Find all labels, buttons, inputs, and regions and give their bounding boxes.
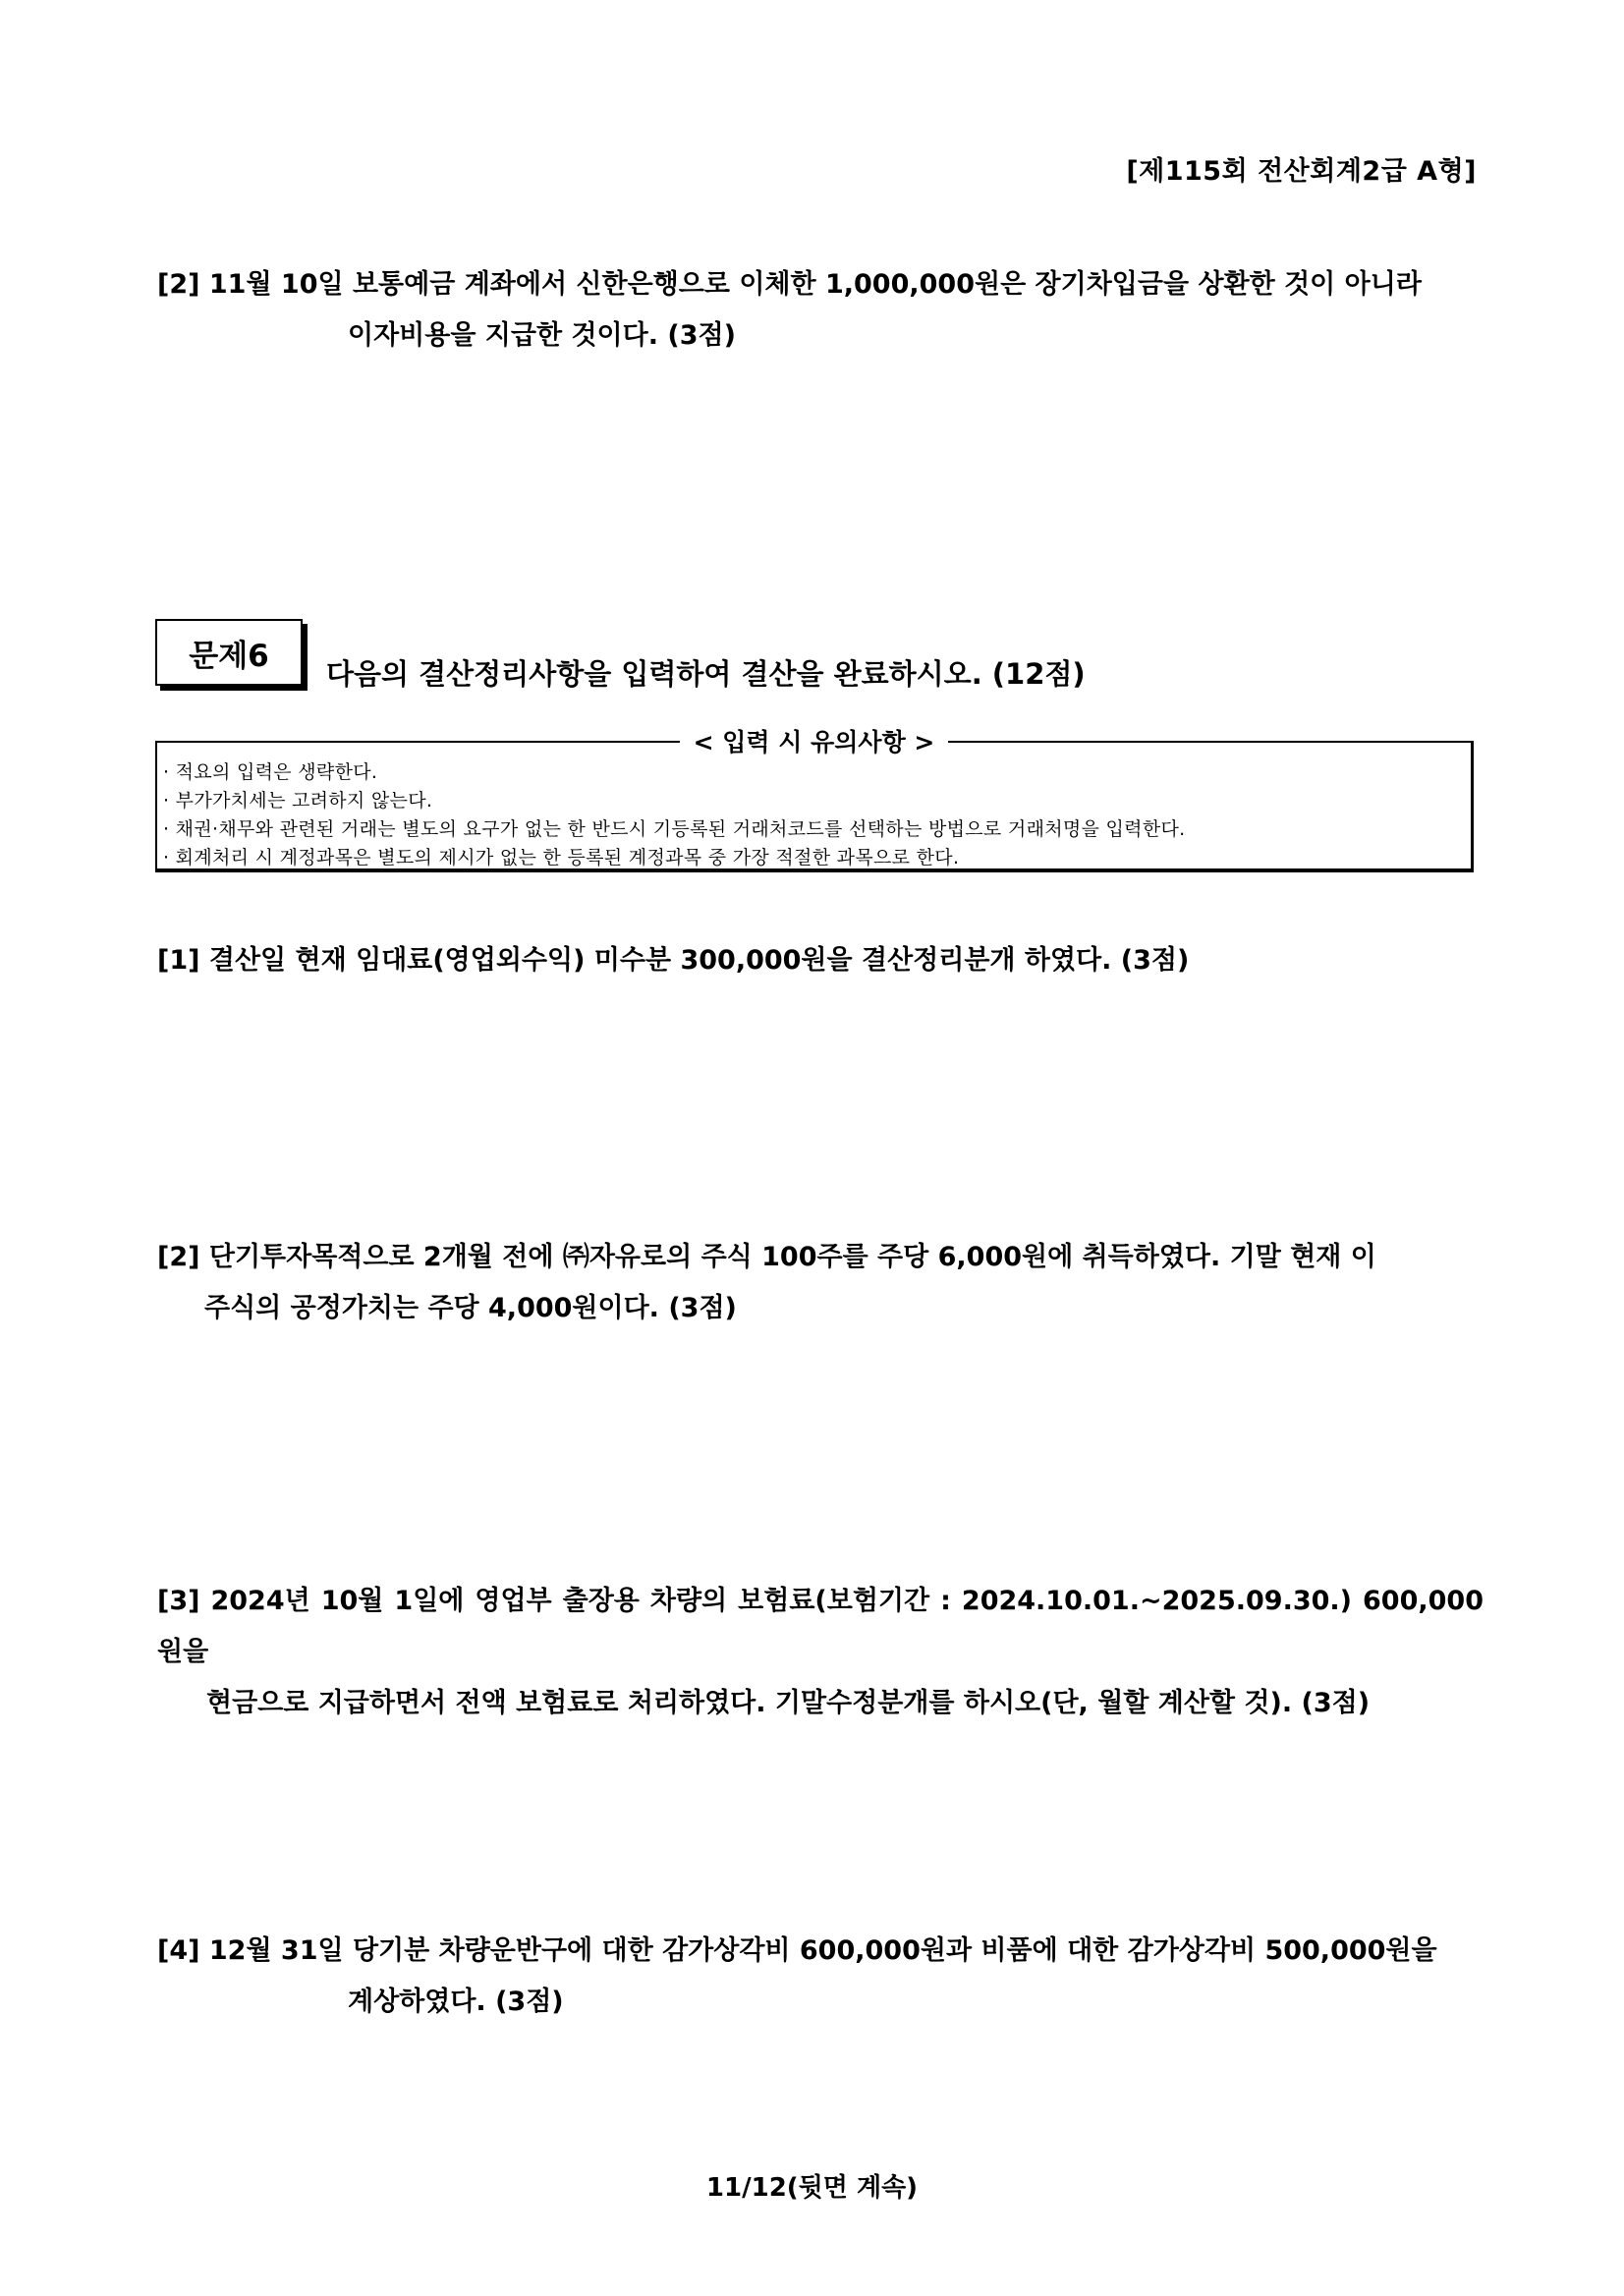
question-line-2: 주식의 공정가치는 주당 4,000원이다. (3점) — [204, 1293, 737, 1323]
problem-title: 다음의 결산정리사항을 입력하여 결산을 완료하시오. (12점) — [326, 657, 1086, 691]
note-item: · 적요의 입력은 생략한다. — [163, 761, 378, 783]
exam-header: [제115회 전산회계2급 A형] — [1126, 156, 1477, 187]
question-1 — [157, 935, 1484, 986]
notes-list — [157, 743, 1471, 872]
question-line-1: [2] 11월 10일 보통예금 계좌에서 신한은행으로 이체한 1,000,000원은 장기차입금을 상환한 것이 아니라 — [157, 269, 1422, 300]
question-4 — [157, 1926, 1484, 2028]
question-line-2: 계상하였다. (3점) — [348, 1987, 564, 2017]
problem-label-box: 문제6 — [155, 619, 303, 686]
question-line-2: 이자비용을 지급한 것이다. (3점) — [348, 320, 736, 351]
note-item: · 회계처리 시 계정과목은 별도의 제시가 없는 한 등록된 계정과목 중 가장 적절한 과목으로 한다. — [163, 847, 960, 868]
question-3 — [157, 1576, 1484, 1729]
note-item: · 채권·채무와 관련된 거래는 별도의 요구가 없는 한 반드시 기등록된 거래처코드를 선택하는 방법으로 거래처명을 입력한다. — [163, 818, 1186, 840]
question-line-1: [1] 결산일 현재 임대료(영업외수익) 미수분 300,000원을 결산정리분개 하였다. (3점) — [157, 945, 1190, 976]
question-2 — [157, 1232, 1484, 1334]
input-notes-box — [155, 728, 1474, 872]
question-line-2: 현금으로 지급하면서 전액 보험료로 처리하였다. 기말수정분개를 하시오(단, 월할 계산할 것). (3점) — [206, 1688, 1371, 1718]
note-item: · 부가가치세는 고려하지 않는다. — [163, 790, 433, 812]
question-line-1: [2] 단기투자목적으로 2개월 전에 ㈜자유로의 주식 100주를 주당 6,000원에 취득하였다. 기말 현재 이 — [157, 1242, 1376, 1272]
notes-title: < 입력 시 유의사항 > — [680, 728, 949, 756]
question-line-1: [4] 12월 31일 당기분 차량운반구에 대한 감가상각비 600,000원과 비품에 대한 감가상각비 500,000원을 — [157, 1935, 1437, 1966]
question-line-1: [3] 2024년 10월 1일에 영업부 출장용 차량의 보험료(보험기간 : 2024.10.01.~2025.09.30.) 600,000원을 — [157, 1586, 1484, 1667]
prev-question-2 — [157, 259, 1484, 362]
page-footer: 11/12(뒷면 계속) — [705, 2173, 919, 2203]
